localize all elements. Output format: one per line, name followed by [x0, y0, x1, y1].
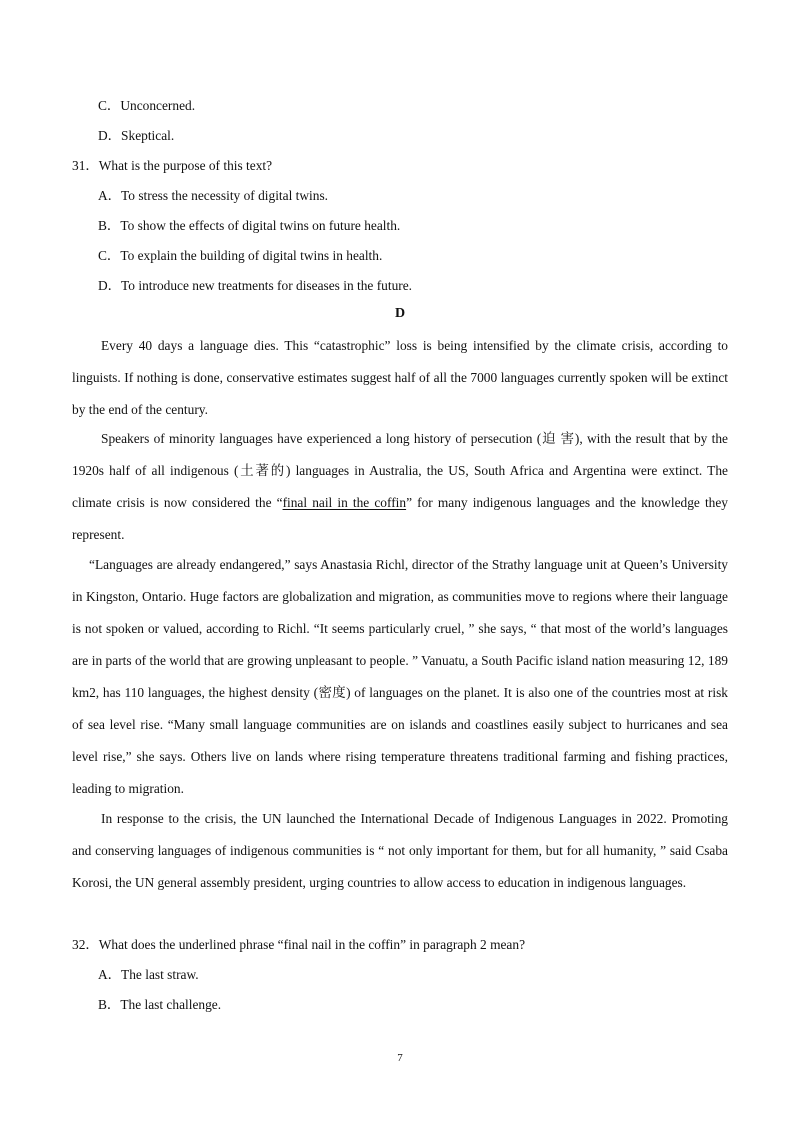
q32-option-b: B．The last challenge. — [98, 997, 222, 1012]
q30-option-c: C．Unconcerned. — [98, 98, 196, 113]
q31-option-b: B．To show the effects of digital twins on future health. — [98, 218, 401, 233]
paragraph-2-text-start: Speakers of minority languages have experienced a long history of persecution (迫 害), with the result that by the 1920s half of all indigenous (土著的) languages in Australia, the US, South Africa and Argentina were extinct. The climate crisis is now considered the “ — [72, 431, 728, 510]
q32-stem: 32．What does the underlined phrase “final nail in the coffin” in paragraph 2 mean? — [72, 937, 526, 952]
q32-option-a: A．The last straw. — [98, 967, 199, 982]
q30-option-d: D．Skeptical. — [98, 128, 175, 143]
paragraph-2-text-end: ” for many indigenous languages and the knowledge they represent. — [72, 495, 729, 542]
underlined-phrase: final nail in the coffin — [282, 495, 407, 510]
q31-option-c: C．To explain the building of digital twins in health. — [98, 248, 383, 263]
q31-option-d: D．To introduce new treatments for diseases in the future. — [98, 278, 413, 293]
page-number: 7 — [397, 1052, 403, 1064]
q31-stem: 31．What is the purpose of this text? — [72, 158, 273, 173]
passage-paragraph-1: Every 40 days a language dies. This “catastrophic” loss is being intensified by the climate crisis, according to linguists. If nothing is done, conservative estimates suggest half of all the 7000 languages currently spoken will be extinct by the end of the century. — [72, 338, 728, 417]
q31-option-a: A．To stress the necessity of digital twins. — [98, 188, 329, 203]
section-heading: D — [394, 306, 406, 321]
passage-paragraph-4: In response to the crisis, the UN launched the International Decade of Indigenous Languages in 2022. Promoting and conserving languages of indigenous communities is “ not only important for them, but for all humanity, ” said Csaba Korosi, the UN general assembly president, urging countries to allow access to education in indigenous languages. — [72, 811, 728, 890]
passage-paragraph-2 — [72, 423, 728, 551]
passage-paragraph-3: “Languages are already endangered,” says Anastasia Richl, director of the Strathy language unit at Queen’s University in Kingston, Ontario. Huge factors are globalization and migration, as communities move to regions where their language is not spoken or valued, according to Richl. “It seems particularly cruel, ” she says, “ that most of the world’s languages are in parts of the world that are growing unpleasant to people. ” Vanuatu, a South Pacific island nation measuring 12, 189 km2, has 110 languages, the highest density (密度) of languages on the planet. It is also one of the countries most at risk of sea level rise. “Many small language communities are on islands and coastlines easily subject to hurricanes and sea level rise,” she says. Others live on lands where rising temperature threatens traditional farming and fishing practices, leading to migration. — [72, 557, 728, 796]
